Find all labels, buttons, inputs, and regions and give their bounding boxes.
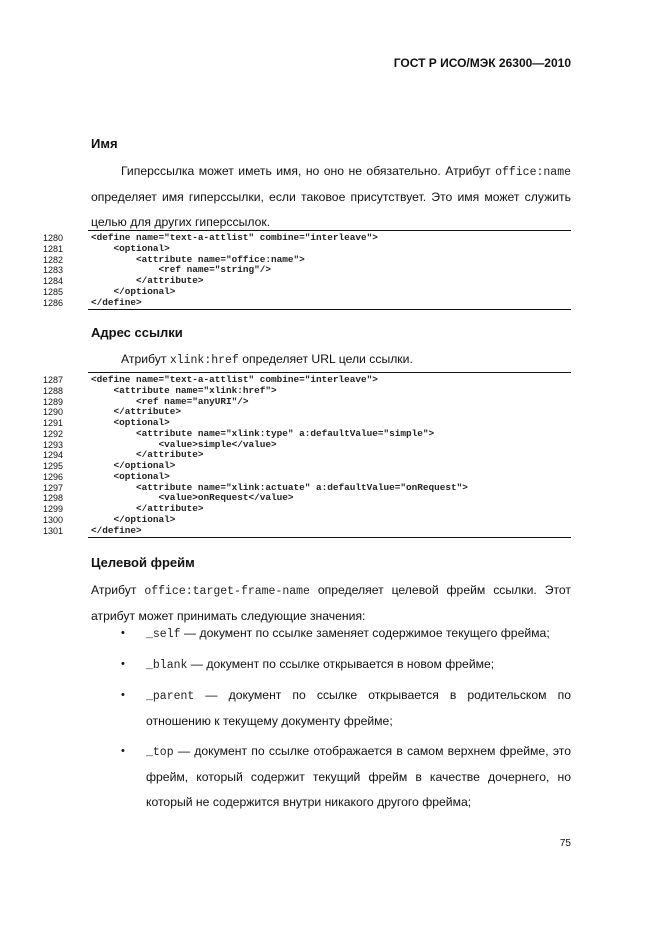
code-text: </optional> [91,285,176,297]
code-block-1 [42,230,571,310]
list-item [91,652,571,678]
code-line [42,285,571,298]
frame-value-code: _parent [146,690,195,703]
target-frame-attr-code: office:target-frame-name [144,585,310,598]
list-item [91,683,571,734]
line-number: 1301 [42,525,63,536]
line-number: 1289 [42,396,63,407]
line-number: 1296 [42,471,63,482]
name-para-start: Гиперссылка может иметь имя, но оно не обязательно. Атрибут [121,164,496,178]
code-line [42,427,571,440]
line-number: 1280 [42,233,63,243]
line-number: 1293 [42,439,63,450]
code-text: </attribute> [91,275,204,286]
line-number: 1297 [42,482,63,493]
heading-target-frame: Целевой фрейм [91,555,195,570]
code-text: <ref name="anyURI"/> [91,395,249,407]
code-text: <optional> [91,470,170,482]
code-text: <value>onRequest</value> [91,492,294,504]
bullet-icon: • [121,658,125,670]
frame-value-code: _blank [146,659,188,672]
code-text: </optional> [91,513,176,525]
bullet-icon: • [121,627,125,639]
frame-value-description: — документ по ссылке открывается в родительском по отношению к текущему документу фрейме; [146,688,571,728]
frame-value-description: — документ по ссылке открывается в новом фрейме; [187,657,495,671]
code-text: <optional> [91,417,170,428]
href-attr-code: xlink:href [169,354,239,367]
code-text: <define name="text-a-attlist" combine="interleave"> [91,374,378,385]
line-number: 1300 [42,514,63,525]
code-text: <attribute name="xlink:actuate" a:defaultValue="onRequest"> [91,481,468,493]
frame-values-list [91,621,571,820]
code-text: <ref name="string"/> [91,264,272,276]
page-number: 75 [559,838,571,849]
line-number: 1283 [42,265,63,276]
address-para-end: определяет URL цели ссылки. [238,352,413,366]
code-line [42,470,571,483]
code-block-2 [42,372,571,538]
code-text: <attribute name="xlink:href"> [91,384,277,396]
line-number: 1295 [42,461,63,471]
heading-name: Имя [91,136,118,151]
code-text: <attribute name="office:name"> [91,253,305,265]
code-line [42,384,571,397]
line-number: 1284 [42,276,63,286]
name-para-end: определяет имя гиперссылки, если таковое присутствует. Это имя может служить целью для других гиперссылок. [91,190,571,229]
heading-address: Адрес ссылки [91,325,183,340]
frame-value-description: — документ по ссылке заменяет содержимое текущего фрейма; [180,626,550,640]
line-number: 1294 [42,450,63,461]
bullet-icon: • [121,689,125,701]
line-number: 1299 [42,504,63,514]
line-number: 1288 [42,385,63,396]
code-text: </attribute> [91,406,182,418]
code-text: </define> [91,524,142,536]
code-text: </define> [91,296,142,308]
frame-para-start: Атрибут [91,583,145,597]
line-number: 1291 [42,418,63,428]
name-attr-code: office:name [495,166,571,179]
line-number: 1298 [42,493,63,504]
line-number: 1282 [42,254,63,265]
standard-header: ГОСТ Р ИСО/МЭК 26300—2010 [393,56,571,70]
frame-value-description: — документ по ссылке отображается в самом верхнем фрейме, это фрейм, который содержит текущий фрейм в качестве дочернего, но который не содержится внутри никакого другого фрейма; [146,744,571,809]
line-number: 1287 [42,375,63,385]
address-paragraph [91,347,571,373]
code-line [42,242,571,255]
bullet-icon: • [121,745,125,757]
code-text: </optional> [91,460,176,471]
line-number: 1286 [42,297,63,308]
frame-value-code: _self [146,628,181,641]
line-number: 1285 [42,286,63,297]
code-line [42,524,571,537]
line-number: 1281 [42,243,63,254]
list-item [91,739,571,815]
address-para-start: Атрибут [121,352,170,366]
code-text: <attribute name="xlink:type" a:defaultValue="simple"> [91,427,435,439]
code-text: </attribute> [91,503,204,514]
code-text: <optional> [91,242,170,254]
frame-value-code: _top [146,746,174,759]
name-paragraph [91,159,571,235]
code-line [42,296,571,309]
line-number: 1290 [42,407,63,418]
frame-para-end: определяет целевой фрейм ссылки. Этот атрибут может принимать следующие значения: [91,583,571,623]
line-number: 1292 [42,428,63,439]
code-text: </attribute> [91,449,204,461]
code-line [42,513,571,526]
code-text: <define name="text-a-attlist" combine="interleave"> [91,232,378,243]
list-item [91,621,571,647]
code-text: <value>simple</value> [91,438,277,450]
